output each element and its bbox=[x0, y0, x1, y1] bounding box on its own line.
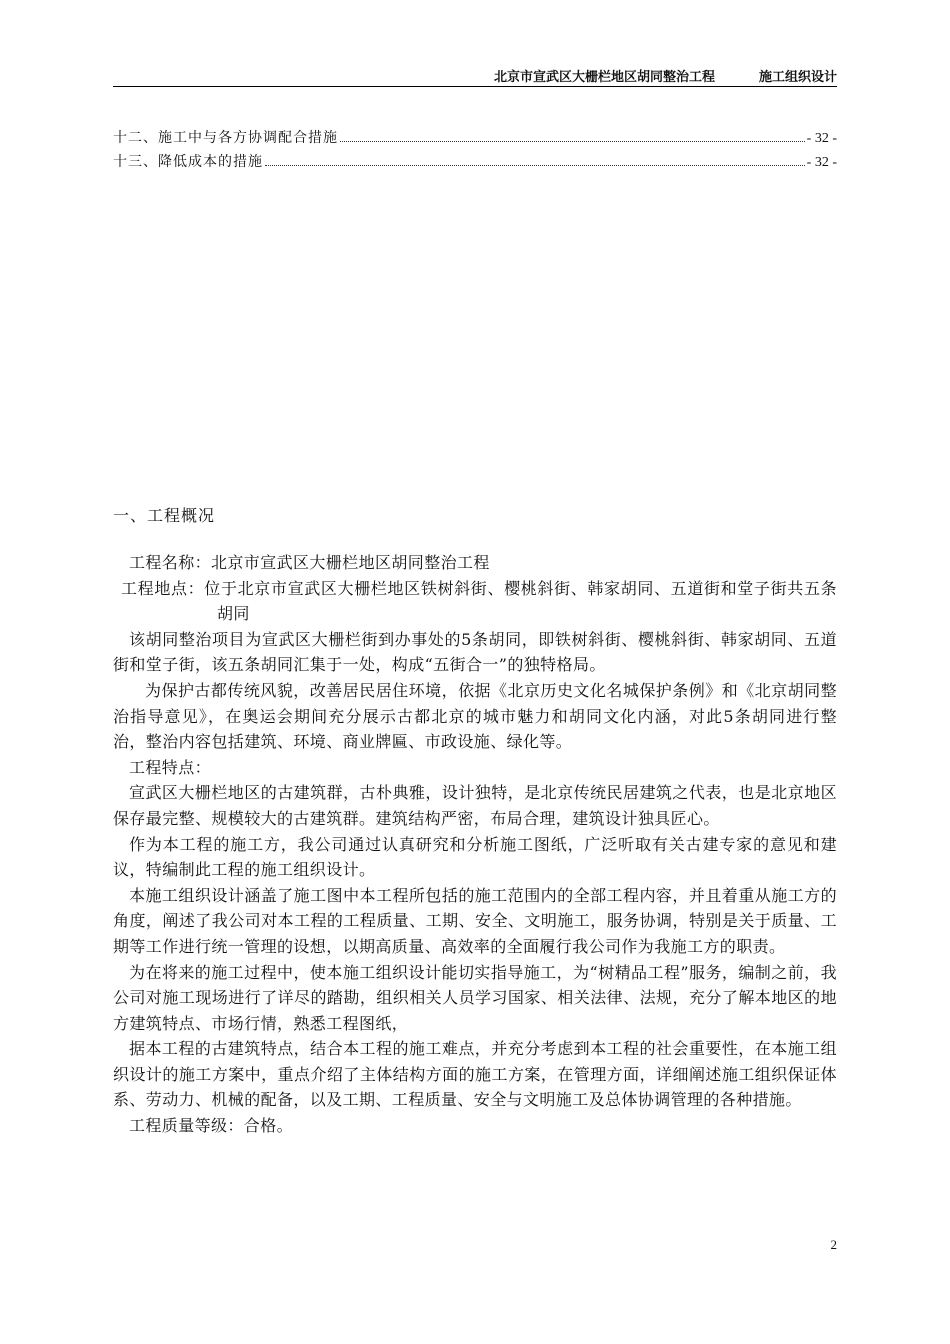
project-name-paragraph: 工程名称：北京市宣武区大栅栏地区胡同整治工程 bbox=[129, 553, 490, 572]
toc-leader-dots bbox=[340, 140, 805, 142]
toc-entry-label: 十二、施工中与各方协调配合措施 bbox=[113, 130, 338, 146]
body-paragraph: 为在将来的施工过程中，使本施工组织设计能切实指导施工，为“树精品工程”服务，编制之前，我公司对施工现场进行了详尽的踏勘，组织相关人员学习国家、相关法律、法规，充分了解本地区的地方建筑特点、市场行情，熟悉工程图纸， bbox=[113, 962, 837, 1033]
body-paragraph: 本施工组织设计涵盖了施工图中本工程所包括的施工范围内的全部工程内容，并且着重从施工方的角度，阐述了我公司对本工程的工程质量、工期、安全、文明施工，服务协调，特别是关于质量、工期等工作进行统一管理的设想，以期高质量、高效率的全面履行我公司作为我施工方的职责。 bbox=[113, 885, 837, 956]
body-paragraph: 宣武区大栅栏地区的古建筑群，古朴典雅，设计独特，是北京传统民居建筑之代表，也是北京地区保存最完整、规模较大的古建筑群。建筑结构严密，布局合理，建筑设计独具匠心。 bbox=[113, 783, 837, 828]
toc-leader-dots bbox=[265, 164, 805, 166]
project-location-paragraph: 工程地点：位于北京市宣武区大栅栏地区铁树斜街、樱桃斜街、韩家胡同、五道街和堂子街共五条胡同 bbox=[121, 578, 837, 624]
page-header bbox=[113, 64, 837, 87]
page-number: 2 bbox=[830, 1237, 837, 1252]
table-of-contents bbox=[113, 126, 837, 174]
section-heading: 一、工程概况 bbox=[113, 506, 216, 525]
toc-entry-page: - 32 - bbox=[806, 155, 837, 170]
body-paragraph: 据本工程的古建筑特点，结合本工程的施工难点，并充分考虑到本工程的社会重要性，在本施工组织设计的施工方案中，重点介绍了主体结构方面的施工方案，在管理方面，详细阐述施工组织保证体系、劳动力、机械的配备，以及工期、工程质量、安全与文明施工及总体协调管理的各种措施。 bbox=[113, 1039, 837, 1110]
section-body bbox=[113, 550, 837, 1139]
toc-entry-page: - 32 - bbox=[806, 131, 837, 146]
header-doc-type: 施工组织设计 bbox=[758, 70, 837, 85]
quality-grade-paragraph: 工程质量等级：合格。 bbox=[129, 1116, 294, 1136]
toc-entry[interactable] bbox=[113, 126, 837, 150]
header-project-title: 北京市宣武区大栅栏地区胡同整治工程 bbox=[493, 70, 715, 85]
toc-entry-label: 十三、降低成本的措施 bbox=[113, 154, 263, 170]
body-paragraph: 作为本工程的施工方，我公司通过认真研究和分析施工图纸，广泛听取有关古建专家的意见和建议，特编制此工程的施工组织设计。 bbox=[113, 834, 837, 880]
body-paragraph: 该胡同整治项目为宣武区大栅栏街到办事处的5条胡同，即铁树斜街、樱桃斜街、韩家胡同、五道街和堂子街，该五条胡同汇集于一处，构成“五街合一”的独特格局。 bbox=[113, 629, 837, 675]
body-paragraph: 为保护古都传统风貌，改善居民居住环境，依据《北京历史文化名城保护条例》和《北京胡同整治指导意见》，在奥运会期间充分展示古都北京的城市魅力和胡同文化内涵，对此5条胡同进行整治，整治内容包括建筑、环境、商业牌匾、市政设施、绿化等。 bbox=[113, 680, 837, 752]
features-label: 工程特点： bbox=[129, 757, 212, 777]
toc-entry[interactable] bbox=[113, 150, 837, 174]
